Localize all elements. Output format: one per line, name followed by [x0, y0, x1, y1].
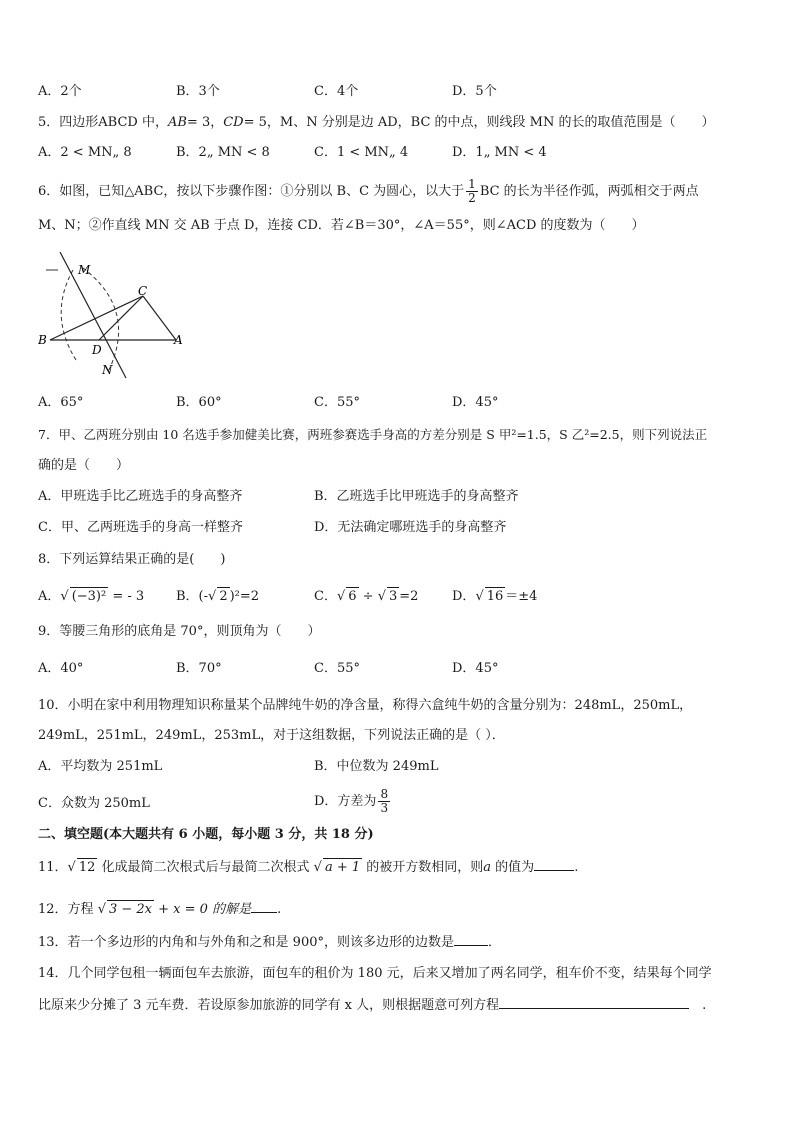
q5-stem: 5．四边形ABCD 中，AB= 3，CD= 5，M、N 分别是边 AD，BC 的中点，则线段 MN 的长的取值范围是（ ）: [38, 115, 715, 130]
q4-option-a: A．2个: [38, 84, 82, 99]
section-2-title: 二、填空题(本大题共有 6 小题，每小题 3 分，共 18 分): [38, 827, 374, 842]
segment-cd: [99, 296, 143, 340]
q10-stem-line2: 249mL，251mL，249mL，253mL，对于这组数据，下列说法正确的是（ ）．: [38, 728, 505, 743]
label-a: A: [174, 333, 183, 347]
q5-option-a: A．2 < MN„ 8: [38, 145, 132, 160]
q7-stem-line1: 7．甲、乙两班分别由 10 名选手参加健美比赛，两班参赛选手身高的方差分别是 S 甲²=1.5，S 乙²=2.5，则下列说法正: [38, 427, 708, 442]
q11-answer-blank[interactable]: [534, 870, 574, 871]
q11-stem: 11．√ 12 化成最简二次根式后与最简二次根式 √ a + 1 的被开方数相同，则a 的值为 .: [38, 860, 579, 875]
q14-stem-line2: 比原来少分摊了 3 元车费．若设原参加旅游的同学有 x 人，则根据题意可列方程 .: [38, 998, 707, 1013]
q5-cd: CD: [223, 115, 244, 130]
q13-stem: 13．若一个多边形的内角和与外角和之和是 900°，则该多边形的边数是 ．: [38, 935, 502, 950]
q5-option-d: D．1„ MN < 4: [452, 145, 547, 160]
q5-ab: AB: [167, 115, 187, 130]
arc-from-c: [61, 270, 76, 360]
q7-option-b: B．乙班选手比甲班选手的身高整齐: [314, 489, 519, 504]
q6-stem-line2: M、N；②作直线 MN 交 AB 于点 D，连接 CD．若∠B＝30°，∠A＝55°，则∠ACD 的度数为（ ）: [38, 218, 645, 233]
label-m: M: [78, 263, 91, 277]
q10-option-b: B．中位数为 249mL: [314, 759, 439, 774]
q10-option-c: C．众数为 250mL: [38, 796, 150, 811]
q7-option-c: C．甲、乙两班选手的身高一样整齐: [38, 520, 243, 535]
q13-answer-blank[interactable]: [454, 945, 488, 946]
q7-option-a: A．甲班选手比乙班选手的身高整齐: [38, 489, 243, 504]
q4-option-d: D．5个: [452, 84, 497, 99]
q9-option-c: C．55°: [314, 661, 360, 676]
q6-stem-line1: 6．如图，已知△ABC，按以下步骤作图：①分别以 B、C 为圆心，以大于 $\frac{1}{2}$ BC 的长为半径作弧，两弧相交于两点: [38, 177, 699, 205]
q6-option-a: A．65°: [38, 395, 84, 410]
q8-option-b: B．(-√ 2 )²=2: [176, 589, 260, 604]
q14-stem-line1: 14．几个同学包租一辆面包车去旅游，面包车的租价为 180 元，后来又增加了两名同学，租车价不变，结果每个同学: [38, 966, 712, 981]
q10-fraction: $\frac{8}{3}$: [380, 787, 389, 815]
line-mn: [60, 252, 126, 378]
q4-option-c: C．4个: [314, 84, 359, 99]
q7-stem-line2: 确的是（ ）: [38, 458, 130, 473]
q10-option-d: D．方差为 $\frac{8}{3}$: [314, 787, 389, 815]
q6-option-b: B．60°: [176, 395, 222, 410]
q6-option-d: D．45°: [452, 395, 499, 410]
q8-option-c: C．√ 6 ÷ √ 3 =2: [314, 589, 419, 604]
q12-stem: 12．方程 √ 3 − 2x + x = 0 的解是 .: [38, 902, 282, 917]
q5-option-b: B．2„ MN < 8: [176, 145, 270, 160]
q14-answer-blank[interactable]: [499, 1008, 689, 1009]
q10-option-a: A．平均数为 251mL: [38, 759, 163, 774]
q4-option-b: B．3个: [176, 84, 220, 99]
q5-option-c: C．1 < MN„ 4: [314, 145, 409, 160]
q8-stem: 8．下列运算结果正确的是( ): [38, 552, 226, 567]
label-d: D: [92, 343, 102, 357]
q9-option-a: A．40°: [38, 661, 84, 676]
segment-ca: [143, 296, 176, 340]
q8-option-d: D．√ 16 ＝±4: [452, 589, 538, 604]
q9-stem: 9．等腰三角形的底角是 70°，则顶角为（ ）: [38, 624, 321, 639]
q9-option-d: D．45°: [452, 661, 499, 676]
q7-option-d: D．无法确定哪班选手的身高整齐: [314, 520, 507, 535]
q10-stem-line1: 10．小明在家中利用物理知识称量某个品牌纯牛奶的净含量，称得六盒纯牛奶的含量分别为：248mL，250mL，: [38, 698, 693, 713]
label-n: N: [102, 363, 113, 377]
label-b: B: [38, 333, 47, 347]
q6-option-c: C．55°: [314, 395, 360, 410]
q8-option-a: A．√ (−3)² = - 3: [38, 589, 145, 604]
segment-bc: [50, 296, 143, 340]
label-c: C: [138, 284, 148, 298]
q9-option-b: B．70°: [176, 661, 222, 676]
q12-answer-blank[interactable]: [251, 912, 277, 913]
triangle-construction-figure: [38, 250, 198, 380]
q6-fraction: $\frac{1}{2}$: [468, 177, 476, 205]
